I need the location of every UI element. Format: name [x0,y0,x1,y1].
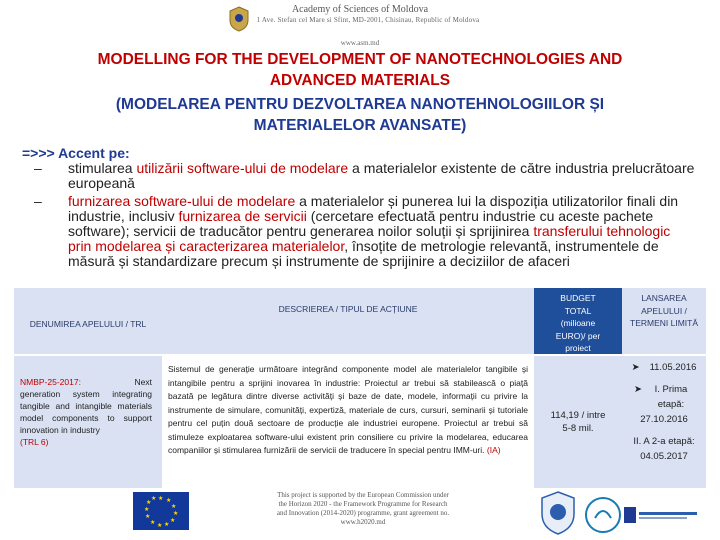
page-title-en [60,49,660,91]
title-ro-line-1: (MODELAREA PENTRU DEZVOLTAREA NANOTEHNOLOGIILOR ȘI [115,96,605,113]
ro-logo-icon [624,504,700,526]
footer-line: and Innovation (2014-2020) programme, grant agreement no. [276,509,450,517]
academy-website: www.asm.md [340,39,380,47]
bullet-text: , însoțite de metrologie relevantă, instrumentele de măsură și standardizare precum și instrumente de sprijinire a deciziilor de afaceri [68,238,659,269]
bullet-list [32,161,697,272]
stage2-date: 04.05.2017 [640,451,688,462]
calls-table [14,288,706,488]
stage1-label: I. Prima etapă: [654,384,688,410]
header-cell-deadline [622,288,706,354]
footer-link: www.h2020.md [340,518,386,526]
bullet-highlight: transferului tehnologic prin modelarea și caracterizarea materialelor [68,223,671,254]
call-title-start: Next [134,377,152,387]
title-line-2: ADVANCED MATERIALS [269,72,451,89]
arrow-bullet-icon: ➤ [631,362,640,373]
partner-logo-icon [538,490,578,536]
academy-name: Academy of Sciences of Moldova [291,4,429,15]
finance-logo-icon [583,496,623,534]
deadline-date: 11.05.2016 [649,362,697,373]
bullet-highlight: furnizarea software-ului de modelare [68,193,296,209]
bullet-text: (cercetare efectuată pentru industrie cu aceste pachete software); servicii de traducător pentru generarea noilor soluții și sprijinirea [68,208,654,239]
header-call-label: DENUMIREA APELULUI / TRL [29,319,147,329]
bullet-highlight: utilizării software-ului de modelare [136,160,349,176]
academy-address: 1 Ave. Stefan cel Mare si Sfint, MD-2001, Chisinau, Republic of Moldova [256,16,480,24]
header-cell-call [14,288,162,354]
accent-heading: =>>> Accent pe: [22,145,130,161]
footer-line: This project is supported by the European Commission under [277,491,449,499]
description-text: Sistemul de generație următoare integrând componente model ale materialelor tangibile și intangibile pentru a sprijini inovarea în industrie: Proiectul ar trebui să stabilească o piață bazată pe legătura dintre diverse activități și baze de date, modele, informații cu privire la instrumente de simulare, comunități, expertiză, materiale de curs, cursuri, seminarii și tutoriale pentru cel puțin două sectoare de producție ale industriei europene. Proiectul ar trebui să stimuleze exploatarea software-ului existent prin consiliere cu privire la modelarea, educarea companiilor și stimularea furnizării de servicii de traducere în special pentru IMM-uri. [168,364,528,455]
title-ro-line-2: MATERIALELOR AVANSATE) [253,117,467,134]
header-cell-budget [534,288,622,354]
body-cell-deadline [622,356,706,488]
footer-disclaimer [258,491,468,527]
bullet-dash: – [34,160,42,176]
header-budget-label: BUDGET TOTAL (milioane EURO)/ per proiect [555,293,601,353]
page-title-ro [60,94,660,136]
body-cell-budget [534,356,622,488]
bullet-highlight: furnizarea de servicii [178,208,307,224]
budget-range: 5-8 mil. [562,423,594,434]
eu-flag-icon: ★ ★ ★ ★ ★ ★ ★ ★ ★ ★ ★ ★ [133,492,189,530]
footer-line: the Horizon 2020 - the Framework Programme for Research [278,500,448,508]
bullet-dash: – [34,193,42,209]
bullet-item-1 [32,161,697,191]
bullet-text: a materialelor și punerea lui la dispoziția utilizatorilor finali din industrie, inclusiv [68,193,679,224]
title-line-1: MODELLING FOR THE DEVELOPMENT OF NANOTECHNOLOGIES AND [97,51,623,68]
call-code: NMBP-25-2017: [20,377,81,387]
header-deadline-label: LANSAREA APELULUI / TERMENI LIMITĂ [630,293,699,328]
call-title: generation system integrating tangible and intangible materials model components to support innovation in industry [20,389,152,435]
body-cell-description [162,356,534,488]
bullet-item-2 [32,194,697,269]
stage2-label: II. A 2-a etapă: [633,436,695,447]
bullet-text: stimularea [68,160,137,176]
header-description-label: DESCRIEREA / TIPUL DE ACȚIUNE [278,304,418,314]
bullet-text: a materialelor existente de către industria prelucrătoare europeană [68,160,695,191]
stage1-date: 27.10.2016 [640,414,688,425]
budget-value: 114,19 / intre [550,410,606,421]
action-type: (IA) [486,445,501,455]
arrow-bullet-icon: ➤ [634,384,642,395]
body-cell-call [14,356,162,488]
header-cell-description [162,288,534,354]
trl-label: (TRL 6) [20,437,49,447]
